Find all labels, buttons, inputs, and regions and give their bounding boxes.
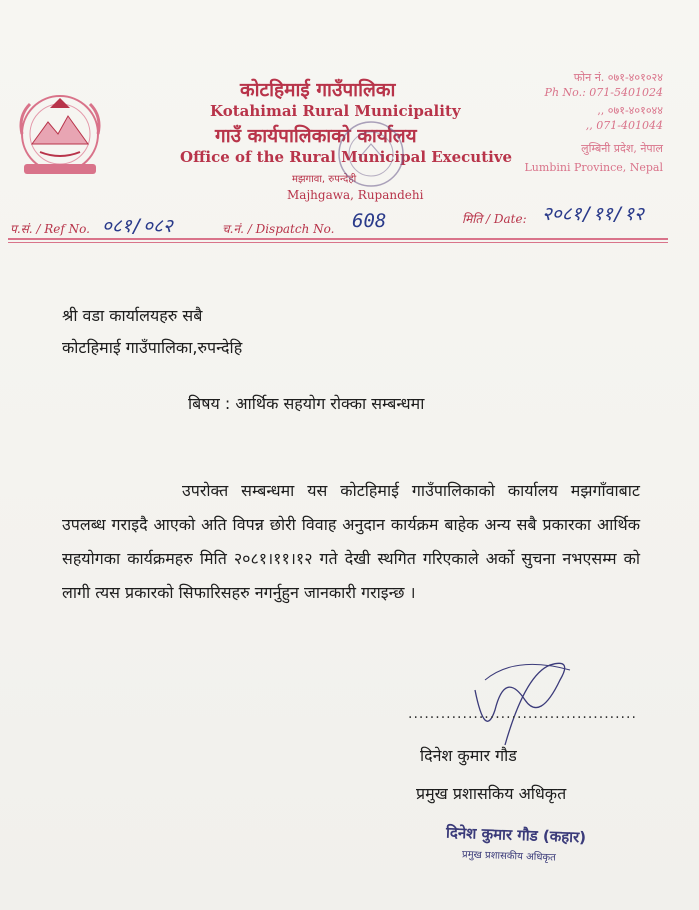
name-stamp-title: प्रमुख प्रशासकीय अधिकृत [461, 849, 557, 864]
ref-value: ०८१/०८२ [102, 215, 173, 237]
signatory-title: प्रमुख प्रशासकिय अधिकृत [416, 784, 567, 803]
signatory-name: दिनेश कुमार गौड [420, 746, 517, 765]
province-en: Lumbini Province, Nepal [524, 161, 663, 174]
letter-body: उपरोक्त सम्बन्धमा यस कोटहिमाई गाउँपालिकाको कार्यालय मझगाँवाबाट उपलब्ध गराइदै आएको अति विपन्न छोरी विवाह अनुदान कार्यक्रम बाहेक अन्य सबै प्रकारका आर्थिक सहयोगका कार्यक्रमहरु मिति २०८१।११।१२ गते देखी स्थगित गरिएकाले अर्को सुचना नभएसम्म को लागी त्यस प्रकारको सिफारिसहरु नगर्नुहुन जानकारी गराइन्छ । [62, 481, 640, 602]
municipality-name-np: कोटहिमाई गाउँपालिका [240, 79, 396, 101]
municipality-name-en: Kotahimai Rural Municipality [210, 102, 461, 120]
header-divider [8, 238, 668, 240]
office-seal-icon [335, 118, 407, 190]
date-label: मिति / Date: [462, 212, 527, 226]
subject-line: बिषय : आर्थिक सहयोग रोक्का सम्बन्धमा [188, 394, 425, 413]
office-name-np: गाउँ कार्यपालिकाको कार्यालय [215, 125, 417, 147]
phone-en-2: ,, 071-401044 [585, 119, 663, 132]
name-stamp: दिनेश कुमार गौड (कहार) [445, 823, 587, 847]
ref-label: प.सं. / Ref No. [10, 222, 90, 236]
nepal-emblem-icon [10, 86, 110, 186]
province-np: लुम्बिनी प्रदेश, नेपाल [581, 142, 663, 155]
phone-np-2: ,, ०७१-४०१०४४ [597, 104, 663, 117]
dispatch-label: च.नं. / Dispatch No. [222, 222, 335, 236]
reference-row [10, 203, 670, 238]
header-divider-thin [8, 242, 668, 243]
dispatch-value: 608 [352, 210, 387, 232]
address-en: Majhgawa, Rupandehi [287, 188, 424, 202]
addressee-line-1: श्री वडा कार्यालयहरु सबै [62, 306, 203, 325]
signature-dotted-line: .......................................... [408, 706, 637, 722]
date-value: २०८१/११/१२ [542, 203, 644, 225]
office-name-en: Office of the Rural Municipal Executive [180, 148, 513, 166]
phone-np-1: फोन नं. ०७१-४०१०२४ [573, 71, 663, 84]
address-np: मझगावा, रुपन्देही [292, 174, 357, 185]
phone-en-1: Ph No.: 071-5401024 [544, 86, 663, 99]
addressee-line-2: कोटहिमाई गाउँपालिका,रुपन्देहि [62, 338, 243, 357]
